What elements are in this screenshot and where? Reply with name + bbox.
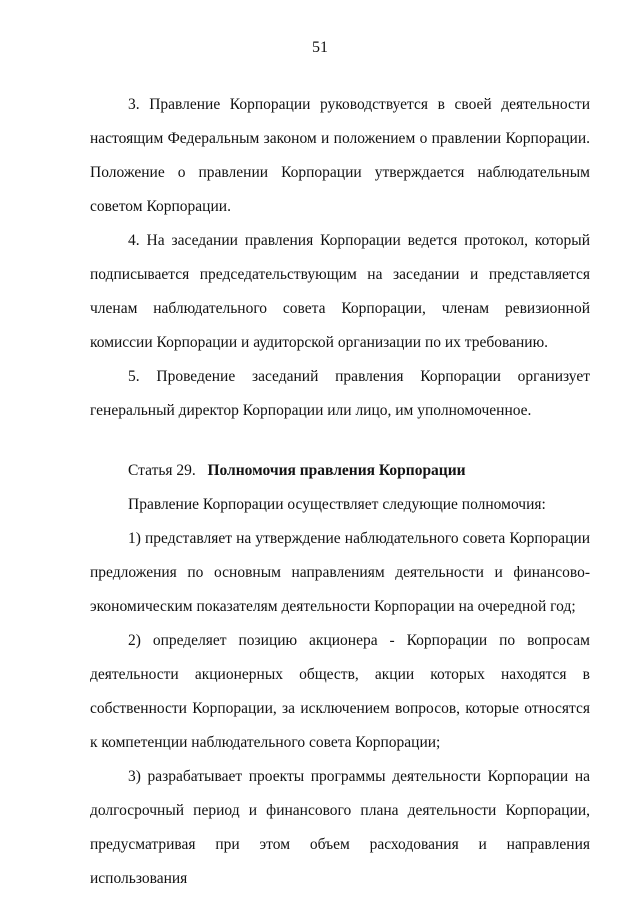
article-heading (90, 454, 590, 488)
document-body (90, 88, 590, 896)
article-title: Полномочия правления Корпорации (207, 462, 466, 479)
paragraph-5-meeting-organization: 5. Проведение заседаний правления Корпорации организует генеральный директор Корпорации или лицо, им уполномоченное. (90, 368, 590, 419)
paragraph-3-board-guidance: 3. Правление Корпорации руководствуется в своей деятельности настоящим Федеральным законом и положением о правлении Корпорации. Положение о правлении Корпорации утверждается наблюдательным советом Корпорации. (90, 96, 590, 215)
power-item-2: 2) определяет позицию акционера - Корпорации по вопросам деятельности акционерных обществ, акции которых находятся в собственности Корпорации, за исключением вопросов, которые относятся к компетенции наблюдательного совета Корпорации; (90, 632, 590, 751)
paragraph-4-meeting-minutes: 4. На заседании правления Корпорации ведется протокол, который подписывается председательствующим на заседании и представляется членам наблюдательного совета Корпорации, членам ревизионной комиссии Корпорации и аудиторской организации по их требованию. (90, 232, 590, 351)
article-label: Статья 29. (128, 462, 196, 479)
power-item-3: 3) разрабатывает проекты программы деятельности Корпорации на долгосрочный период и финансового плана деятельности Корпорации, предусматривая при этом объем расходования и направления использования (90, 768, 590, 887)
page-number: 51 (312, 39, 328, 56)
power-item-1: 1) представляет на утверждение наблюдательного совета Корпорации предложения по основным направлениям деятельности и финансово-экономическим показателям деятельности Корпорации на очередной год; (90, 530, 590, 615)
powers-intro: Правление Корпорации осуществляет следующие полномочия: (128, 496, 546, 513)
